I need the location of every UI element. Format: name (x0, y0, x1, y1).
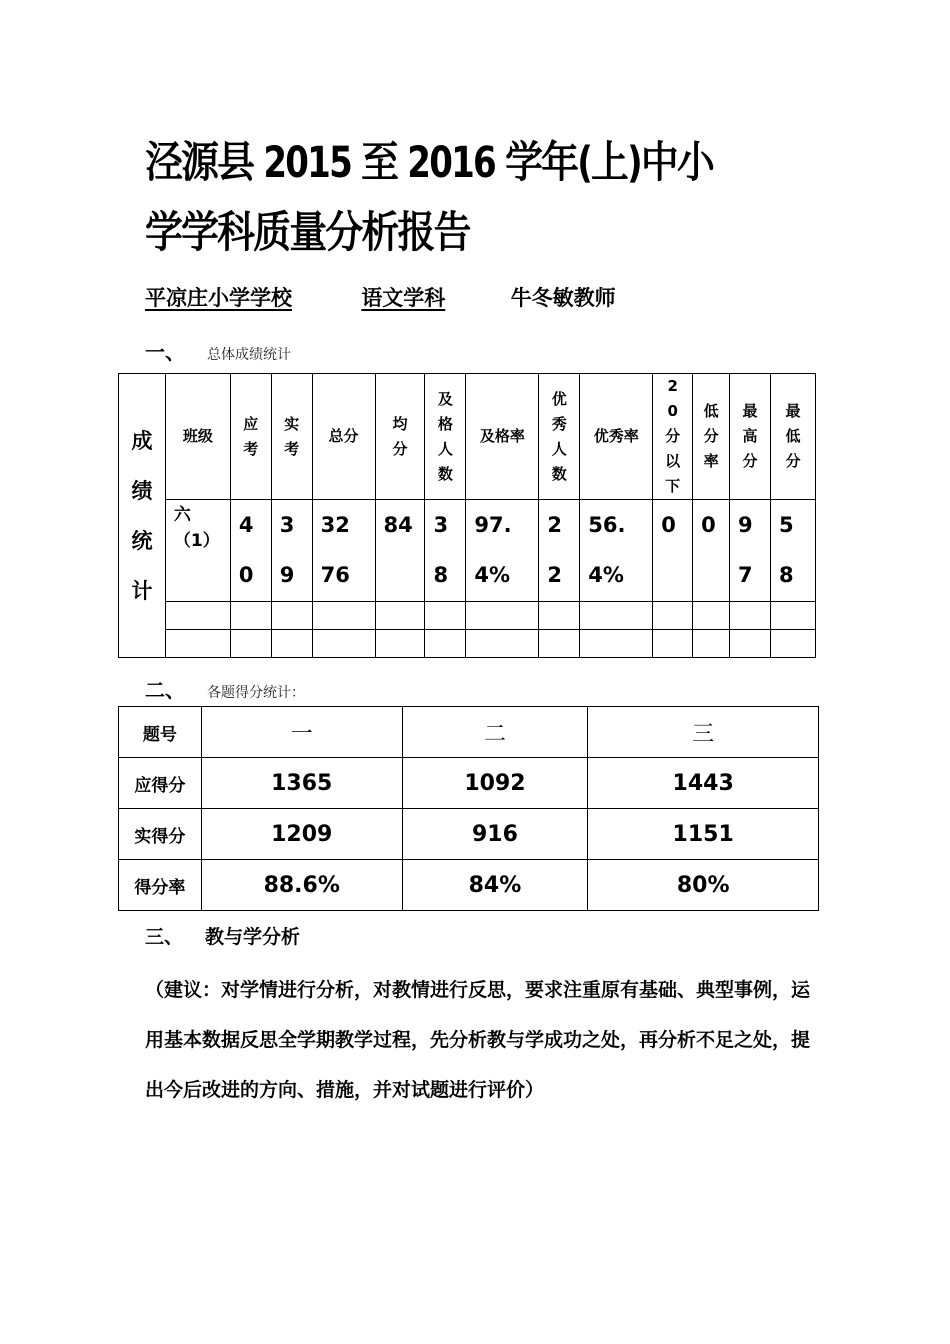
data-cell-text: 56.4% (588, 513, 626, 587)
header-cell-text: 均分 (392, 414, 408, 458)
cell-low-rate (693, 500, 730, 602)
header-question-no: 题号 (119, 707, 202, 758)
teacher-name: 牛冬敏教师 (510, 286, 616, 310)
header-below-20 (653, 374, 693, 500)
header-cell-text: 总分 (328, 427, 359, 445)
header-cell-text: 及格率 (479, 427, 525, 445)
data-cell-text: 97.4% (474, 513, 512, 587)
section-1-number: 一、 (145, 340, 185, 364)
cell-excellent-count (539, 500, 580, 602)
header-class (165, 374, 230, 500)
header-pass-rate (466, 374, 539, 500)
header-expected (230, 374, 271, 500)
section-3-heading (145, 922, 300, 949)
score-cell: 1092 (402, 758, 588, 809)
cell-average (375, 500, 425, 602)
cell-excellent-rate (580, 500, 653, 602)
data-cell-text: 0 (661, 513, 676, 537)
score-cell: 1365 (201, 758, 402, 809)
document-title: 泾源县 2015 至 2016 学年(上)中小学学科质量分析报告 (145, 138, 714, 258)
header-min (770, 374, 815, 500)
data-cell-text: 40 (238, 513, 254, 587)
header-cell-text: 优秀人数 (551, 389, 567, 483)
header-cell-text: 20分以下 (665, 377, 681, 495)
header-q2: 二 (402, 707, 588, 758)
data-cell-text: 39 (279, 513, 295, 587)
header-total (312, 374, 375, 500)
score-cell: 80% (588, 860, 819, 911)
table-row (119, 758, 819, 809)
analysis-paragraph: （建议：对学情进行分析，对教情进行反思，要求注重原有基础、典型事例，运用基本数据反思全学期教学过程，先分析教与学成功之处，再分析不足之处，提出今后改进的方向、措施，并对试题进行评价） (145, 979, 811, 1101)
header-cell-text: 应考 (243, 414, 259, 458)
cell-total (312, 500, 375, 602)
header-excellent-rate (580, 374, 653, 500)
header-excellent-count (539, 374, 580, 500)
header-pass-count (425, 374, 466, 500)
cell-actual (271, 500, 312, 602)
header-max (730, 374, 771, 500)
subtitle-line (145, 282, 616, 312)
section-1-heading (145, 336, 291, 365)
header-cell-text: 低分率 (703, 402, 719, 470)
data-cell-text: 22 (547, 513, 562, 587)
class-cell-text: 六（1） (173, 505, 220, 551)
cell-max (730, 500, 771, 602)
header-q3: 三 (588, 707, 819, 758)
header-cell-text: 最高分 (742, 402, 758, 470)
data-cell-text: 58 (778, 513, 794, 587)
header-cell-text: 优秀率 (593, 427, 639, 445)
data-cell-text: 0 (701, 513, 716, 537)
section-1-label: 总体成绩统计 (207, 347, 291, 363)
score-cell: 88.6% (201, 860, 402, 911)
overall-stats-table (118, 373, 816, 658)
subject-name (361, 282, 445, 312)
row-label: 得分率 (119, 860, 202, 911)
section-3-label: 教与学分析 (205, 926, 301, 948)
score-cell: 1443 (588, 758, 819, 809)
header-cell-text: 班级 (182, 427, 213, 445)
row-label: 应得分 (119, 758, 202, 809)
header-cell-text: 最低分 (785, 402, 801, 470)
question-score-table (118, 706, 819, 911)
empty-row (119, 602, 816, 630)
cell-expected (230, 500, 271, 602)
header-average (375, 374, 425, 500)
cell-pass-rate (466, 500, 539, 602)
table-row (119, 809, 819, 860)
table-row (119, 860, 819, 911)
cell-pass-count (425, 500, 466, 602)
header-q1: 一 (201, 707, 402, 758)
side-label-text: 成绩统计 (131, 428, 153, 603)
score-cell: 84% (402, 860, 588, 911)
score-cell: 916 (402, 809, 588, 860)
cell-below-20 (653, 500, 693, 602)
score-cell: 1151 (588, 809, 819, 860)
header-low-rate (693, 374, 730, 500)
school-name: 平凉庄小学学校 (145, 286, 292, 310)
data-cell-text: 84 (383, 513, 413, 537)
section-2-label: 各题得分统计： (207, 685, 305, 701)
score-cell: 1209 (201, 809, 402, 860)
data-cell-text: 97 (738, 513, 753, 587)
subject-name-text: 语文学科 (361, 286, 446, 310)
section-2-heading (145, 674, 305, 703)
row-label: 实得分 (119, 809, 202, 860)
section-2-number: 二、 (145, 678, 185, 702)
class-cell (165, 500, 230, 602)
header-cell-text: 实考 (284, 414, 300, 458)
cell-min (770, 500, 815, 602)
data-cell-text: 38 (433, 513, 449, 587)
section-3-number: 三、 (145, 926, 184, 948)
empty-row (119, 630, 816, 658)
header-actual (271, 374, 312, 500)
data-cell-text: 3276 (320, 513, 350, 587)
header-cell-text: 及格人数 (437, 389, 453, 483)
side-label (119, 374, 166, 658)
